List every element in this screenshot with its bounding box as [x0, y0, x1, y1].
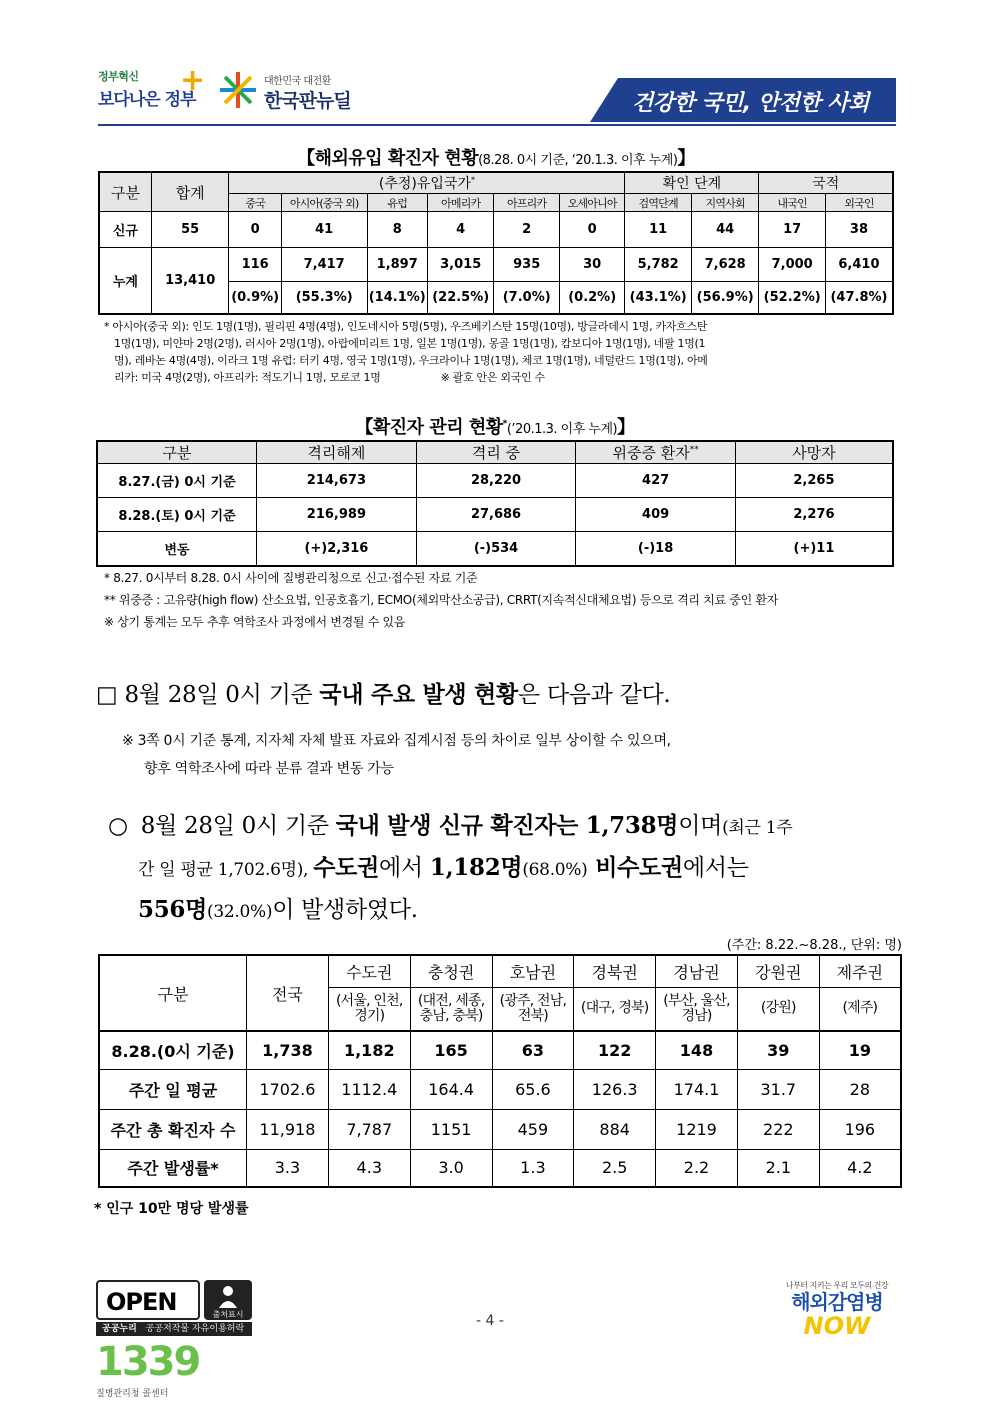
cell: 30: [559, 248, 624, 282]
col-header: 격리해제: [257, 441, 417, 464]
header-total: 합계: [151, 172, 229, 212]
cell: 3.0: [410, 1149, 492, 1187]
cell: 19: [819, 1031, 901, 1069]
table-row: [97, 498, 893, 532]
region-sub: (부산, 울산, 경남): [656, 987, 738, 1031]
cell: 28,220: [416, 464, 576, 498]
open-label: OPEN: [106, 1288, 177, 1316]
cell: 5,782: [625, 248, 692, 282]
region-sub: (대전, 세종, 충남, 충북): [410, 987, 492, 1031]
cell: 7,417: [281, 248, 367, 282]
cell-pct: (0.2%): [559, 282, 624, 314]
cell: 222: [737, 1109, 819, 1149]
row-label: 신규: [99, 212, 151, 248]
cell: 1,738: [246, 1031, 328, 1069]
cell-pct: (14.1%): [367, 282, 427, 314]
cell: 1,182: [328, 1031, 410, 1069]
col-header: 유럽: [367, 194, 427, 212]
cell: 174.1: [656, 1069, 738, 1109]
cell-pct: (7.0%): [494, 282, 559, 314]
region-sub: (대구, 경북): [574, 987, 656, 1031]
cell: 28: [819, 1069, 901, 1109]
region-header: 호남권: [492, 955, 574, 987]
region-header: 수도권: [328, 955, 410, 987]
cell-pct: (0.9%): [229, 282, 281, 314]
cell: (+)11: [735, 532, 893, 566]
col-header: 아프리카: [494, 194, 559, 212]
table1-title: 【해외유입 확진자 현황(8.28. 0시 기준, ‘20.1.3. 이후 누계)】: [297, 148, 695, 169]
table-row: [99, 1031, 901, 1069]
cell: 2.2: [656, 1149, 738, 1187]
cell: 2.5: [574, 1149, 656, 1187]
logo1-top-text: 정부혁신: [98, 70, 139, 83]
header-confirm-group: 확인 단계: [625, 172, 759, 194]
cell: 44: [691, 212, 759, 248]
header-gubun: 구분: [99, 172, 151, 212]
table1-note: * 아시아(중국 외): 인도 1명(1명), 필리핀 4명(4명), 인도네시아 5명(5명), 우즈베키스탄 15명(10명), 방글라데시 1명, 카자흐스탄 1명(1명), 미얀마 2명(2명), 러시아 2명(1명), 아랍에미리트 1명, 일본 1명(1명), 몽골 1명(1명), 캄보디아 1명(1명), 네팔 1명(1 명), 레바논 4명(4명), 이라크 1명 유럽: 터키 4명, 영국 1명(1명), 우크라이나 1명(1명), 체코 1명(1명), 네덜란드 1명(1명), 아메 리카: 미국 4명(2명), 아프리카: 적도기니 1명, 모로코 1명 ※ 괄호 안은 외국인 수: [104, 320, 708, 384]
cell: 0: [559, 212, 624, 248]
cell: 1151: [410, 1109, 492, 1149]
col-header: 위중증 환자**: [576, 441, 736, 464]
region-header: 강원권: [737, 955, 819, 987]
region-header: 경북권: [574, 955, 656, 987]
cell: 11,918: [246, 1109, 328, 1149]
kogl-open-license-badge: OPEN 출처표시 공공누리 공공저작물 자유이용허락: [96, 1280, 254, 1336]
regional-cases-table: [98, 954, 902, 1188]
circle-bullet-icon: ○: [108, 813, 128, 839]
cell: 63: [492, 1031, 574, 1069]
row-label: 주간 총 확진자 수: [99, 1109, 246, 1149]
row-label: 주간 일 평균: [99, 1069, 246, 1109]
table-row: [99, 1069, 901, 1109]
cell-pct: (52.2%): [759, 282, 826, 314]
cell: 116: [229, 248, 281, 282]
cell: 4: [427, 212, 494, 248]
cell: 214,673: [257, 464, 417, 498]
cell: 31.7: [737, 1069, 819, 1109]
cell: 165: [410, 1031, 492, 1069]
table-row: [99, 1109, 901, 1149]
cell: 6,410: [825, 248, 893, 282]
cell: (+)2,316: [257, 532, 417, 566]
header-nation: 전국: [246, 955, 328, 1031]
table3-footnote: * 인구 10만 명당 발생률: [94, 1201, 249, 1217]
header-nation-group: 국적: [759, 172, 893, 194]
cell: 1702.6: [246, 1069, 328, 1109]
cell: 2,265: [735, 464, 893, 498]
cell: 2: [494, 212, 559, 248]
region-sub: (광주, 전남, 전북): [492, 987, 574, 1031]
attribution-icon: 출처표시: [204, 1280, 252, 1320]
col-header: 사망자: [735, 441, 893, 464]
col-header: 구분: [97, 441, 257, 464]
table-row: [99, 1149, 901, 1187]
table2-notes: * 8.27. 0시부터 8.28. 0시 사이에 질병관리청으로 신고·접수된 자료 기준 ** 위중증 : 고유량(high flow) 산소요법, 인공호흡기, ECMO(체외막산소공급), CRRT(지속적신대체요법) 등으로 격리 치료 중인 환자 ※ 상기 통계는 모두 추후 역학조사 과정에서 변경될 수 있음: [104, 571, 778, 629]
cell-pct: (47.8%): [825, 282, 893, 314]
korean-new-deal-logo: [218, 70, 378, 114]
col-header: 격리 중: [416, 441, 576, 464]
cell: 4.3: [328, 1149, 410, 1187]
case-management-table: [96, 440, 894, 567]
logo1-bottom-text: 보다나은 정부: [98, 90, 196, 110]
table-row: [99, 212, 893, 248]
header-gubun: 구분: [99, 955, 246, 1031]
logo2-bottom-text: 한국판뉴딜: [264, 90, 351, 112]
cell: 3,015: [427, 248, 494, 282]
header-divider: [98, 124, 896, 126]
cell: (-)534: [416, 532, 576, 566]
cell-pct: (43.1%): [625, 282, 692, 314]
cell: 126.3: [574, 1069, 656, 1109]
col-header: 지역사회: [691, 194, 759, 212]
region-header: 경남권: [656, 955, 738, 987]
col-header: 오세아니아: [559, 194, 624, 212]
plus-icon: +: [180, 63, 206, 98]
cell: 7,628: [691, 248, 759, 282]
call-desc: 질병관리청 콜센터: [96, 1389, 169, 1399]
cell: 427: [576, 464, 736, 498]
cell: 1.3: [492, 1149, 574, 1187]
section-heading: □ 8월 28일 0시 기준 국내 주요 발생 현황은 다음과 같다.: [96, 681, 671, 708]
table-row: [97, 532, 893, 566]
kdca-1339-callcenter-logo: [96, 1340, 206, 1400]
cell: 196: [819, 1109, 901, 1149]
row-label: 8.28.(토) 0시 기준: [97, 498, 257, 532]
table2-title: 【확진자 관리 현황*(’20.1.3. 이후 누계)】: [355, 417, 635, 438]
col-header: 아메리카: [427, 194, 494, 212]
cell-pct: (22.5%): [427, 282, 494, 314]
cell: 27,686: [416, 498, 576, 532]
cell: 7,787: [328, 1109, 410, 1149]
cell: 409: [576, 498, 736, 532]
cell: 4.2: [819, 1149, 901, 1187]
table3-period: (주간: 8.22.~8.28., 단위: 명): [726, 938, 902, 953]
cell: 55: [151, 212, 229, 248]
cell: 13,410: [151, 248, 229, 314]
cell-pct: (56.9%): [691, 282, 759, 314]
overseas-infection-now-logo: 나부터 지키는 우리 모두의 건강 해외감염병 NOW: [785, 1281, 889, 1340]
cell: (-)18: [576, 532, 736, 566]
header-country-group: (추정)유입국가*: [229, 172, 625, 194]
logo2-top-text: 대한민국 대전환: [264, 76, 331, 87]
region-sub: (서울, 인천, 경기): [328, 987, 410, 1031]
cell: 1,897: [367, 248, 427, 282]
checkbox-square-icon: □: [96, 682, 118, 708]
col-header: 중국: [229, 194, 281, 212]
region-header: 제주권: [819, 955, 901, 987]
cell: 2.1: [737, 1149, 819, 1187]
summary-paragraph: ○ 8월 28일 0시 기준 국내 발생 신규 확진자는 1,738명이며(최근 1주 간 일 평균 1,702.6명), 수도권에서 1,182명(68.0%) 비수도권에서는 556명(32.0%)이 발생하였다.: [108, 812, 793, 923]
cell: 17: [759, 212, 826, 248]
row-label: 8.27.(금) 0시 기준: [97, 464, 257, 498]
cell-pct: (55.3%): [281, 282, 367, 314]
call-number: 1339: [96, 1339, 200, 1385]
cell: 884: [574, 1109, 656, 1149]
cell: 459: [492, 1109, 574, 1149]
row-label: 8.28.(0시 기준): [99, 1031, 246, 1069]
cell: 65.6: [492, 1069, 574, 1109]
col-header: 외국인: [825, 194, 893, 212]
cell: 39: [737, 1031, 819, 1069]
cell: 8: [367, 212, 427, 248]
cell: 7,000: [759, 248, 826, 282]
overseas-inflow-table: [98, 171, 894, 315]
cell: 1219: [656, 1109, 738, 1149]
slogan-text: 건강한 국민, 안전한 사회: [632, 91, 869, 116]
cell: 216,989: [257, 498, 417, 532]
row-label: 누계: [99, 248, 151, 314]
region-header: 충청권: [410, 955, 492, 987]
region-sub: (제주): [819, 987, 901, 1031]
slogan-banner: [590, 78, 896, 122]
col-header: 내국인: [759, 194, 826, 212]
page-number: - 4 -: [476, 1313, 504, 1329]
section-note: ※ 3쪽 0시 기준 통계, 지자체 자체 발표 자료와 집계시점 등의 차이로 일부 상이할 수 있으며, 향후 역학조사에 따라 분류 결과 변동 가능: [122, 733, 671, 777]
row-label: 주간 발생률*: [99, 1149, 246, 1187]
col-header: 아시아(중국 외): [281, 194, 367, 212]
cell: 0: [229, 212, 281, 248]
cell: 1112.4: [328, 1069, 410, 1109]
cell: 3.3: [246, 1149, 328, 1187]
table-row: [97, 464, 893, 498]
cell: 148: [656, 1031, 738, 1069]
col-header: 검역단계: [625, 194, 692, 212]
cell: 11: [625, 212, 692, 248]
cell: 935: [494, 248, 559, 282]
cell: 122: [574, 1031, 656, 1069]
region-sub: (강원): [737, 987, 819, 1031]
government-innovation-logo: [98, 63, 206, 116]
new-deal-star-icon: [218, 70, 258, 110]
row-label: 변동: [97, 532, 257, 566]
table-row: [99, 248, 893, 282]
cell: 38: [825, 212, 893, 248]
cell: 2,276: [735, 498, 893, 532]
cell: 164.4: [410, 1069, 492, 1109]
cell: 41: [281, 212, 367, 248]
